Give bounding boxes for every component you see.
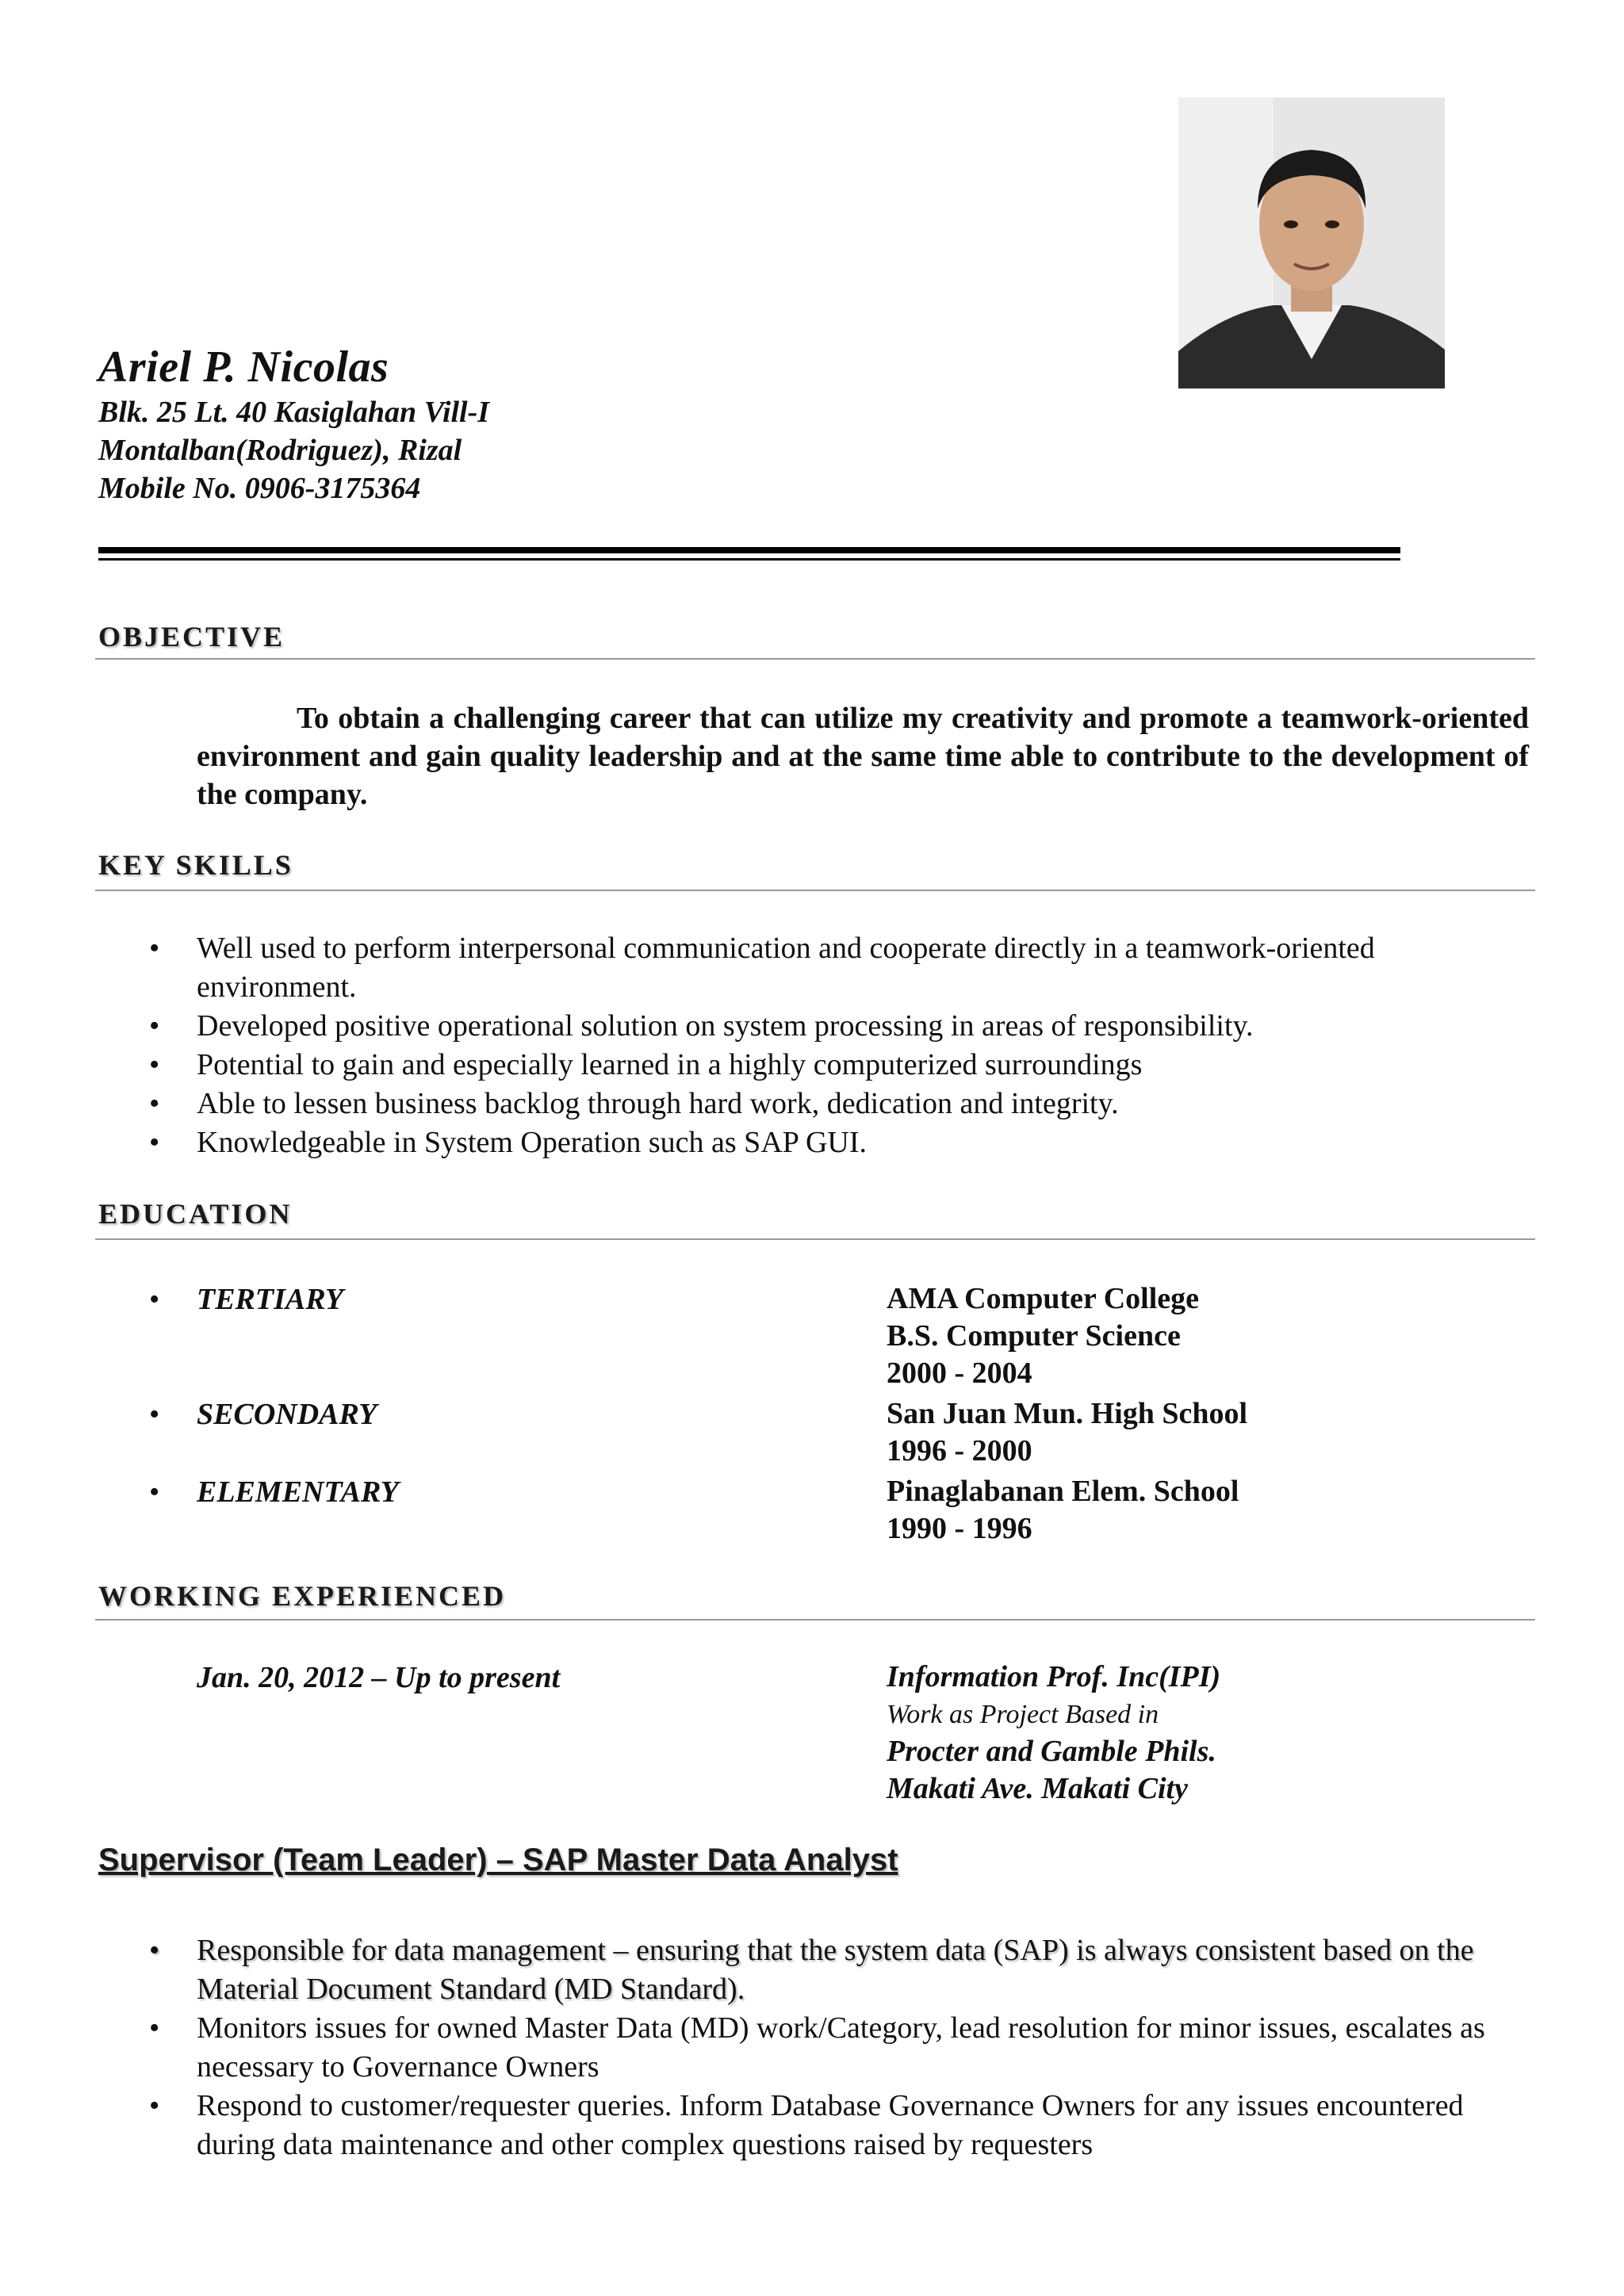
employer-details: [887, 1659, 1220, 1808]
header-divider-thin: [98, 558, 1400, 561]
applicant-name: Ariel P. Nicolas: [98, 342, 389, 392]
school-name: AMA Computer College: [887, 1282, 1200, 1315]
education-level: TERTIARY: [197, 1283, 344, 1316]
school-name: San Juan Mun. High School: [887, 1397, 1248, 1430]
list-item: • Knowledgeable in System Operation such as SAP GUI.: [146, 1123, 1534, 1162]
work-experience-heading: WORKING EXPERIENCED: [98, 1580, 507, 1612]
education-details: [887, 1395, 1247, 1470]
years: 2000 - 2004: [887, 1357, 1032, 1390]
list-item: • Able to lessen business backlog through hard work, dedication and integrity.: [146, 1085, 1534, 1123]
list-item: • Developed positive operational solution on system processing in areas of responsibility.: [146, 1007, 1534, 1046]
degree: B.S. Computer Science: [887, 1319, 1181, 1353]
portrait-image: [1178, 98, 1445, 388]
education-heading: EDUCATION: [98, 1198, 293, 1230]
employment-period: Jan. 20, 2012 – Up to present: [197, 1661, 561, 1694]
objective-divider: [95, 658, 1535, 660]
contact-header: [98, 341, 1050, 507]
list-item: • Monitors issues for owned Master Data (MD) work/Category, lead resolution for minor issues, escalates as necessary to Governance Owners: [146, 2009, 1534, 2087]
bullet-icon: •: [149, 1398, 160, 1431]
work-experience-divider: [95, 1619, 1535, 1621]
objective-text: To obtain a challenging career that can utilize my creativity and promote a teamwork-oriented environment and gain quality leadership and at the same time able to contribute to the development of the company.: [197, 702, 1529, 811]
work-location: Makati Ave. Makati City: [887, 1772, 1188, 1805]
job-title: Supervisor (Team Leader) – SAP Master Data Analyst: [98, 1843, 898, 1877]
mobile-number: Mobile No. 0906-3175364: [98, 472, 421, 505]
header-divider-thick: [98, 547, 1400, 553]
job-duties-list: [146, 1931, 1534, 2164]
client-name: Procter and Gamble Phils.: [887, 1735, 1216, 1768]
school-name: Pinaglabanan Elem. School: [887, 1475, 1239, 1508]
key-skills-divider: [95, 890, 1535, 891]
assignment-note: Work as Project Based in: [887, 1700, 1159, 1729]
education-details: [887, 1280, 1199, 1392]
address-line-1: Blk. 25 Lt. 40 Kasiglahan Vill-I: [98, 396, 490, 429]
list-item: • Well used to perform interpersonal communication and cooperate directly in a teamwork-oriented environment.: [146, 929, 1534, 1007]
key-skills-heading: KEY SKILLS: [98, 849, 293, 881]
address-line-2: Montalban(Rodriguez), Rizal: [98, 434, 462, 467]
years: 1996 - 2000: [887, 1434, 1032, 1468]
bullet-icon: •: [149, 1283, 160, 1316]
education-level: SECONDARY: [197, 1398, 377, 1431]
company-name: Information Prof. Inc(IPI): [887, 1660, 1221, 1693]
education-divider: [95, 1238, 1535, 1240]
education-details: [887, 1473, 1239, 1548]
objective-heading: OBJECTIVE: [98, 621, 285, 652]
education-level: ELEMENTARY: [197, 1475, 399, 1509]
list-item: • Potential to gain and especially learned in a highly computerized surroundings: [146, 1046, 1534, 1085]
key-skills-list: [146, 929, 1534, 1162]
bullet-icon: •: [149, 1475, 160, 1509]
years: 1990 - 1996: [887, 1512, 1032, 1545]
list-item: • Responsible for data management – ensuring that the system data (SAP) is always consistent based on the Material Document Standard (MD Standard).: [146, 1931, 1534, 2009]
profile-photo: [1178, 98, 1445, 388]
list-item: • Respond to customer/requester queries. Inform Database Governance Owners for any issues encountered during data maintenance and other complex questions raised by requesters: [146, 2087, 1534, 2164]
